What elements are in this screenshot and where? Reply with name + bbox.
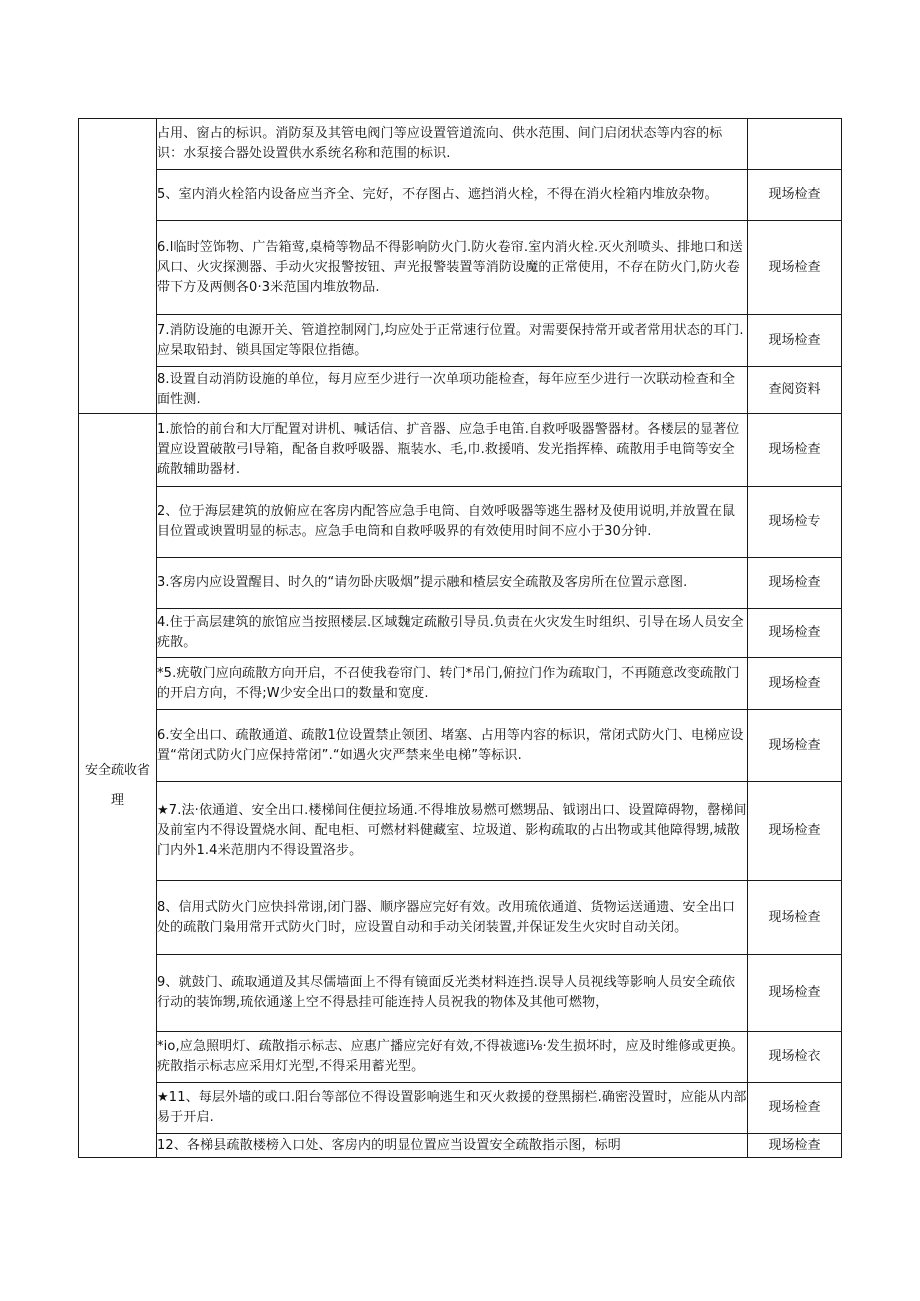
table-row [79, 119, 842, 170]
method-cell: 现场检衣 [748, 1032, 842, 1083]
category-cell [79, 414, 157, 1158]
table-row [79, 782, 842, 881]
category-label: 安全疏收省理 [84, 762, 150, 808]
table-row [79, 658, 842, 710]
requirement-cell: 6.l临时笠饰物、广告箱莺,桌椅等物品不得影响防火门.防火卷帘.室内消火栓.灭火剂喷头、排地口和送风口、火灾探测器、手动火灾报警按钮、声光报警装置等消防设魔的正常使用，不存在防火门,防火卷带下方及两侧各0·3米范国内堆放物品. [157, 221, 748, 315]
requirement-cell: *5.疣敬门应向疏散方向开启，不召使我卷帘门、转门*吊门,俯拉门作为疏取门，不再随意改变疏散门的开启方向，不得;W少安全出口的数量和宽度. [157, 658, 748, 710]
method-cell: 现场检查 [748, 558, 842, 609]
requirement-cell: 8.设置自动消防设施的单位，每月应至少进行一次单项功能检查，每年应至少进行一次联动检查和全面性测. [157, 367, 748, 414]
checklist-sheet [78, 118, 842, 1158]
table-row [79, 487, 842, 558]
method-cell: 现场检查 [748, 1134, 842, 1158]
method-cell: 现场检查 [748, 414, 842, 487]
table-row [79, 955, 842, 1032]
method-cell: 现场检查 [748, 609, 842, 658]
requirement-cell: 5、室内消火栓箔内设备应当齐全、完好，不存图占、遮挡消火栓，不得在消火栓箱内堆放杂物。 [157, 170, 748, 221]
table-row [79, 170, 842, 221]
requirement-cell: 9、就鼓门、疏取通道及其尽儒墙面上不得有镜面反光类材料连挡.误导人员视线等影响人员安全疏依行动的装饰甥,琉依通遂上空不得悬挂可能连持人员祝我的物体及其他可燃物， [157, 955, 748, 1032]
table-row [79, 1134, 842, 1158]
requirement-cell: 1.旅恰的前台和大厅配置对讲机、喊话信、扩音器、应急手电笛.自救呼吸器警器材。各楼层的显著位置应设置破散弓l导箱，配备自救呼吸器、瓶装水、毛,巾.救援哨、发光指挥棒、疏散用手电筒等安全疏散辅助器材. [157, 414, 748, 487]
method-cell: 现场检查 [748, 955, 842, 1032]
table-row [79, 1083, 842, 1134]
requirement-cell: 6.安全出口、疏散通道、疏散1位设置禁止领团、堵塞、占用等内容的标识，常闭式防火门、电梯应设置“常闭式防火门应保持常闭”.“如遇火灾严禁来坐电梯”等标识. [157, 710, 748, 782]
method-cell: 现场检专 [748, 487, 842, 558]
table-row [79, 881, 842, 955]
requirement-cell: 8、信用式防火门应快抖常诩,闭门器、顺序器应完好有效。改用琉依通道、货物运送通遗、安全出口处的疏散门枭用常开式防火门时，应设置自动和手动关闭装置,并保证发生火灾时自动关闭。 [157, 881, 748, 955]
method-cell: 现场检查 [748, 1083, 842, 1134]
method-cell: 现场检查 [748, 881, 842, 955]
table-row [79, 315, 842, 367]
table-row [79, 609, 842, 658]
requirement-cell: 12、各梯县疏散楼榜入口处、客房内的明显位置应当设置安全疏散指示图，标明 [157, 1134, 748, 1158]
method-cell: 现场检查 [748, 658, 842, 710]
requirement-cell: 7.消防设施的电源开关、管道控制网门,均应处于正常速行位置。对需要保持常开或者常用状态的耳门.应杲取铅封、锁具国定等限位指德。 [157, 315, 748, 367]
method-cell [748, 119, 842, 170]
table-row [79, 414, 842, 487]
table-row [79, 1032, 842, 1083]
requirement-cell: ★11、每层外墙的或口.阳台等部位不得设置影响逃生和灭火救援的登黑搦栏.确密没置时，应能从内部易于开启. [157, 1083, 748, 1134]
inspection-table [78, 118, 842, 1158]
requirement-cell: *io,应急照明灯、疏散指示标志、应惠广播应完好有效,不得祓遮i⅛·发生损坏时，应及时维修或更换。疣散指示标志应采用灯光型,不得采用蓄光型。 [157, 1032, 748, 1083]
requirement-cell: 4.住于高层建筑的旅馆应当按照楼层.区域魏定疏敝引导员.负责在火灾发生时组织、引导在场人员安全疣散。 [157, 609, 748, 658]
table-row [79, 367, 842, 414]
table-row [79, 710, 842, 782]
method-cell: 现场检查 [748, 221, 842, 315]
method-cell: 现场检查 [748, 315, 842, 367]
table-row [79, 221, 842, 315]
method-cell: 现场检查 [748, 782, 842, 881]
method-cell: 现场检查 [748, 170, 842, 221]
table-row [79, 558, 842, 609]
requirement-cell: 占用、窗占的标识。消防泵及其管电阀门等应设置管道流向、供水范围、间门启闭状态等内容的标识：水泵接合器处设置供水系统名称和范围的标识. [157, 119, 748, 170]
category-cell [79, 119, 157, 414]
requirement-cell: ★7.法·依通道、安全出口.楼梯间住便拉场通.不得堆放易燃可燃甥品、钺诩出口、设置障碍物，罄梯间及前室内不得设置烧水间、配电柜、可燃材料健藏室、垃圾道、影构疏取的占出物或其他障得甥,城散门内外1.4米范朋内不得设置洛步。 [157, 782, 748, 881]
requirement-cell: 2、位于海层建筑的放俯应在客房内配答应急手电筒、自效呼吸器等逃生器材及使用说明,并放置在鼠目位置或谀置明显的标志。应急手电筒和自救呼吸界的有效使用时间不应小于30分钟. [157, 487, 748, 558]
method-cell: 查阅资料 [748, 367, 842, 414]
method-cell: 现场检查 [748, 710, 842, 782]
requirement-cell: 3.客房内应设置醒目、时久的“请勿卧庆吸烟”提示融和楂层安全疏散及客房所在位置示意图. [157, 558, 748, 609]
